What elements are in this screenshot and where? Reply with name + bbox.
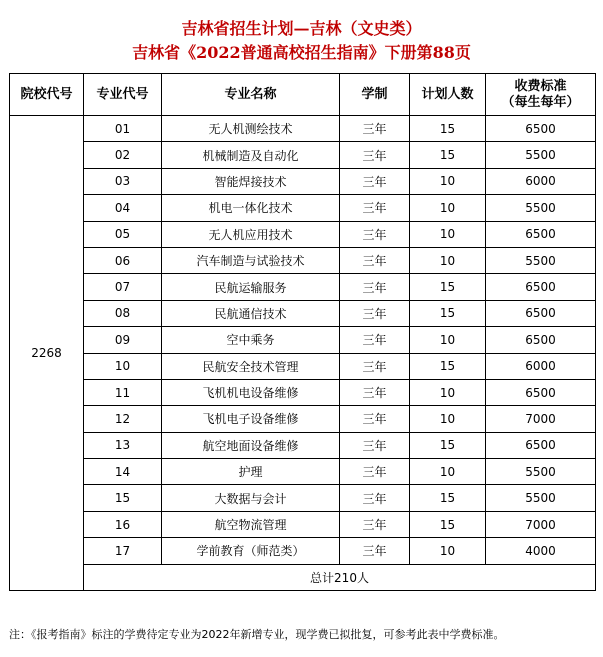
major-code-cell: 04 (84, 195, 162, 221)
fee-cell: 5500 (486, 195, 596, 221)
major-code-cell: 07 (84, 274, 162, 300)
table-row (10, 353, 596, 379)
plan-count-cell: 15 (410, 300, 486, 326)
fee-cell: 6500 (486, 116, 596, 142)
fee-cell: 6500 (486, 379, 596, 405)
duration-cell: 三年 (340, 511, 410, 537)
fee-cell: 6000 (486, 353, 596, 379)
header-fee (486, 74, 596, 116)
total-row (10, 564, 596, 590)
fee-cell: 5500 (486, 247, 596, 273)
table-row (10, 221, 596, 247)
major-name-cell: 空中乘务 (162, 327, 340, 353)
plan-count-cell: 15 (410, 353, 486, 379)
major-name-cell: 大数据与会计 (162, 485, 340, 511)
major-name-cell: 汽车制造与试验技术 (162, 247, 340, 273)
title-line-1: 吉林省招生计划—吉林（文史类） (181, 19, 422, 38)
major-code-cell: 10 (84, 353, 162, 379)
duration-cell: 三年 (340, 142, 410, 168)
header-fee-line-1: 收费标准 (514, 78, 567, 94)
header-school-code: 院校代号 (10, 74, 84, 116)
header-row (10, 74, 596, 116)
major-code-cell: 05 (84, 221, 162, 247)
table-row (10, 406, 596, 432)
major-code-cell: 08 (84, 300, 162, 326)
table-body (10, 116, 596, 591)
major-name-cell: 无人机测绘技术 (162, 116, 340, 142)
table-row (10, 274, 596, 300)
major-code-cell: 16 (84, 511, 162, 537)
major-name-cell: 无人机应用技术 (162, 221, 340, 247)
plan-count-cell: 10 (410, 538, 486, 564)
plan-count-cell: 10 (410, 379, 486, 405)
duration-cell: 三年 (340, 538, 410, 564)
plan-count-cell: 10 (410, 459, 486, 485)
fee-cell: 6500 (486, 274, 596, 300)
fee-cell: 6000 (486, 168, 596, 194)
plan-count-cell: 15 (410, 511, 486, 537)
fee-cell: 5500 (486, 459, 596, 485)
plan-count-cell: 10 (410, 327, 486, 353)
major-code-cell: 02 (84, 142, 162, 168)
plan-count-cell: 15 (410, 274, 486, 300)
table-row (10, 142, 596, 168)
major-code-cell: 14 (84, 459, 162, 485)
plan-count-cell: 15 (410, 116, 486, 142)
table-row (10, 327, 596, 353)
plan-count-cell: 15 (410, 485, 486, 511)
duration-cell: 三年 (340, 459, 410, 485)
major-name-cell: 飞机机电设备维修 (162, 379, 340, 405)
fee-cell: 6500 (486, 432, 596, 458)
plan-count-cell: 10 (410, 195, 486, 221)
enrollment-plan-table (9, 73, 596, 591)
header-duration: 学制 (340, 74, 410, 116)
duration-cell: 三年 (340, 195, 410, 221)
duration-cell: 三年 (340, 221, 410, 247)
title-line-2: 吉林省《2022普通高校招生指南》下册第88页 (132, 43, 471, 62)
plan-count-cell: 10 (410, 168, 486, 194)
fee-cell: 6500 (486, 300, 596, 326)
major-code-cell: 11 (84, 379, 162, 405)
duration-cell: 三年 (340, 116, 410, 142)
duration-cell: 三年 (340, 432, 410, 458)
table-row (10, 168, 596, 194)
header-major-code: 专业代号 (84, 74, 162, 116)
major-name-cell: 民航通信技术 (162, 300, 340, 326)
header-plan-count: 计划人数 (410, 74, 486, 116)
fee-cell: 5500 (486, 142, 596, 168)
duration-cell: 三年 (340, 406, 410, 432)
table-row (10, 511, 596, 537)
fee-cell: 4000 (486, 538, 596, 564)
duration-cell: 三年 (340, 327, 410, 353)
table-row (10, 195, 596, 221)
major-code-cell: 09 (84, 327, 162, 353)
plan-count-cell: 10 (410, 406, 486, 432)
table-row (10, 538, 596, 564)
duration-cell: 三年 (340, 485, 410, 511)
major-name-cell: 机电一体化技术 (162, 195, 340, 221)
fee-cell: 6500 (486, 221, 596, 247)
fee-cell: 7000 (486, 511, 596, 537)
major-name-cell: 航空地面设备维修 (162, 432, 340, 458)
major-code-cell: 01 (84, 116, 162, 142)
table-row (10, 459, 596, 485)
table-row (10, 247, 596, 273)
table-row (10, 485, 596, 511)
major-name-cell: 机械制造及自动化 (162, 142, 340, 168)
major-name-cell: 护理 (162, 459, 340, 485)
major-code-cell: 15 (84, 485, 162, 511)
table-row (10, 116, 596, 142)
school-code-cell: 2268 (10, 116, 84, 591)
footnote: 注：《报考指南》标注的学费待定专业为2022年新增专业，现学费已拟批复，可参考此表中学费标准。 (9, 628, 505, 641)
major-name-cell: 民航安全技术管理 (162, 353, 340, 379)
duration-cell: 三年 (340, 379, 410, 405)
table-row (10, 379, 596, 405)
total-cell: 总计210人 (84, 564, 596, 590)
plan-count-cell: 15 (410, 432, 486, 458)
duration-cell: 三年 (340, 247, 410, 273)
duration-cell: 三年 (340, 274, 410, 300)
table-row (10, 432, 596, 458)
major-code-cell: 03 (84, 168, 162, 194)
major-name-cell: 学前教育（师范类） (162, 538, 340, 564)
fee-cell: 5500 (486, 485, 596, 511)
major-name-cell: 航空物流管理 (162, 511, 340, 537)
plan-count-cell: 10 (410, 247, 486, 273)
major-name-cell: 飞机电子设备维修 (162, 406, 340, 432)
fee-cell: 6500 (486, 327, 596, 353)
major-name-cell: 智能焊接技术 (162, 168, 340, 194)
duration-cell: 三年 (340, 300, 410, 326)
plan-count-cell: 15 (410, 142, 486, 168)
header-major-name: 专业名称 (162, 74, 340, 116)
fee-cell: 7000 (486, 406, 596, 432)
major-code-cell: 13 (84, 432, 162, 458)
plan-count-cell: 10 (410, 221, 486, 247)
major-code-cell: 06 (84, 247, 162, 273)
major-name-cell: 民航运输服务 (162, 274, 340, 300)
table-row (10, 300, 596, 326)
duration-cell: 三年 (340, 168, 410, 194)
duration-cell: 三年 (340, 353, 410, 379)
major-code-cell: 12 (84, 406, 162, 432)
major-code-cell: 17 (84, 538, 162, 564)
header-fee-line-2: （每生每年） (501, 94, 580, 110)
